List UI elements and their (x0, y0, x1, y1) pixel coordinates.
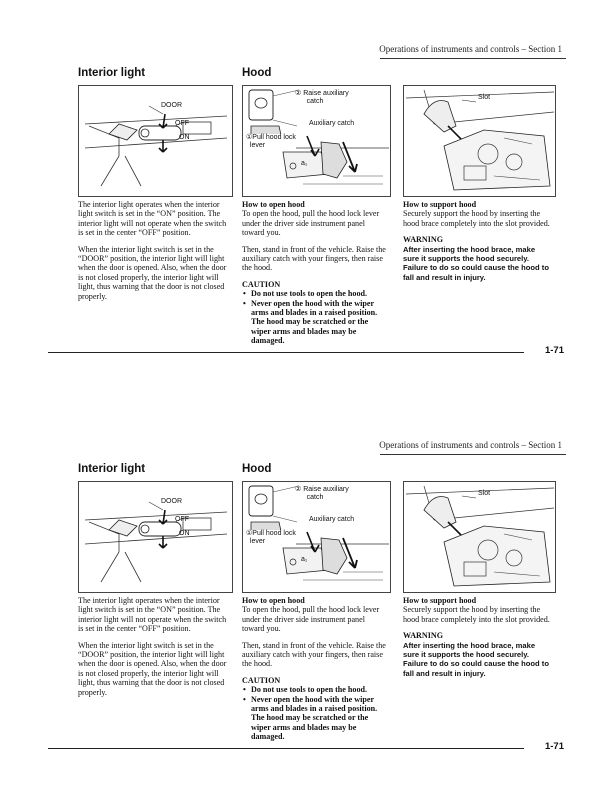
caution-item: • Never open the hood with the wiper arms and blades in a raised position. The hood may be scratched or the wiper arms and blades may be damaged. (251, 695, 387, 742)
a1-label: a₁ (301, 556, 308, 563)
interior-light-figure (78, 481, 233, 593)
on-label: ON (179, 134, 190, 141)
header-rule (380, 58, 566, 59)
on-label: ON (179, 530, 190, 537)
interior-light-text (78, 200, 230, 308)
caution-item: • Never open the hood with the wiper arms and blades in a raised position. The hood may be scratched or the wiper arms and blades may be damaged. (251, 299, 387, 346)
hood-open-text (242, 596, 387, 742)
slot-label: Slot (478, 490, 491, 497)
pull-lever-label: ①Pull hood lock lever (246, 134, 296, 149)
open-hood-subheading: How to open hood (242, 200, 305, 209)
raise-catch-label: ② Raise auxiliary catch (295, 486, 349, 501)
hood-heading: Hood (242, 67, 272, 79)
door-label: DOOR (161, 102, 182, 109)
interior-light-paragraph: When the interior light switch is set in the “DOOR” position, the interior light will light when the door is opened. Also, when the door is not closed properly, the interior light will light, thus warning that the door is not closed properly. (78, 640, 227, 697)
open-hood-paragraph: Then, stand in front of the vehicle. Raise the auxiliary catch with your fingers, then raise the hood. (242, 244, 386, 273)
hood-support-text (403, 200, 553, 282)
support-hood-subheading: How to support hood (403, 200, 477, 209)
support-hood-paragraph: Securely support the hood by inserting the hood brace completely into the slot provided. (403, 209, 550, 228)
warning-title: WARNING (403, 631, 444, 641)
interior-light-text (78, 596, 230, 704)
door-label: DOOR (161, 498, 182, 505)
hood-support-illustration (404, 482, 555, 592)
footer-rule (48, 748, 524, 749)
a1-label: a₁ (301, 160, 308, 167)
interior-light-illustration (79, 86, 232, 196)
page-number: 1-71 (544, 741, 564, 752)
interior-light-heading: Interior light (78, 463, 146, 475)
raise-catch-label: ② Raise auxiliary catch (295, 90, 349, 105)
warning-text: After inserting the hood brace, make sure it supports the hood securely. Failure to do so could cause the hood to fall and result in injury. (403, 244, 549, 282)
slot-label: Slot (478, 94, 491, 101)
open-hood-subheading: How to open hood (242, 596, 305, 605)
open-hood-paragraph: Then, stand in front of the vehicle. Raise the auxiliary catch with your fingers, then raise the hood. (242, 640, 386, 669)
off-label: OFF (175, 120, 189, 127)
caution-list (242, 685, 387, 741)
running-title: Operations of instruments and controls – Section 1 (379, 44, 562, 54)
auxiliary-catch-label: Auxiliary catch (309, 120, 355, 127)
hood-lock-figure (242, 85, 391, 197)
interior-light-paragraph: When the interior light switch is set in the “DOOR” position, the interior light will light when the door is opened. Also, when the door is not closed properly, the interior light will light, thus warning that the door is not closed properly. (78, 244, 227, 301)
off-label: OFF (175, 516, 189, 523)
hood-support-illustration (404, 86, 555, 196)
interior-light-heading: Interior light (78, 67, 146, 79)
page-number: 1-71 (544, 345, 564, 356)
running-title: Operations of instruments and controls – Section 1 (379, 440, 562, 450)
interior-light-paragraph: The interior light operates when the interior light switch is set in the “ON” position. The interior light will not operate when the switch is set in the center “OFF” position. (78, 596, 227, 634)
caution-item: • Do not use tools to open the hood. (251, 685, 387, 694)
open-hood-paragraph: To open the hood, pull the hood lock lever under the driver side instrument panel toward you. (242, 209, 380, 238)
interior-light-illustration (79, 482, 232, 592)
hood-heading: Hood (242, 463, 272, 475)
hood-support-text (403, 596, 553, 678)
hood-support-figure (403, 85, 556, 197)
interior-light-paragraph: The interior light operates when the interior light switch is set in the “ON” position. The interior light will not operate when the switch is set in the center “OFF” position. (78, 200, 227, 238)
hood-support-figure (403, 481, 556, 593)
caution-title: CAUTION (242, 675, 281, 685)
interior-light-figure (78, 85, 233, 197)
hood-open-text (242, 200, 387, 346)
caution-list (242, 289, 387, 345)
support-hood-paragraph: Securely support the hood by inserting the hood brace completely into the slot provided. (403, 605, 550, 624)
support-hood-subheading: How to support hood (403, 596, 477, 605)
caution-item: • Do not use tools to open the hood. (251, 289, 387, 298)
auxiliary-catch-label: Auxiliary catch (309, 516, 355, 523)
warning-text: After inserting the hood brace, make sure it supports the hood securely. Failure to do so could cause the hood to fall and result in injury. (403, 640, 549, 678)
footer-rule (48, 352, 524, 353)
header-rule (380, 454, 566, 455)
pull-lever-label: ①Pull hood lock lever (246, 530, 296, 545)
caution-title: CAUTION (242, 279, 281, 289)
warning-title: WARNING (403, 235, 444, 245)
page-bottom (0, 396, 612, 792)
hood-lock-figure (242, 481, 391, 593)
open-hood-paragraph: To open the hood, pull the hood lock lever under the driver side instrument panel toward you. (242, 605, 380, 634)
